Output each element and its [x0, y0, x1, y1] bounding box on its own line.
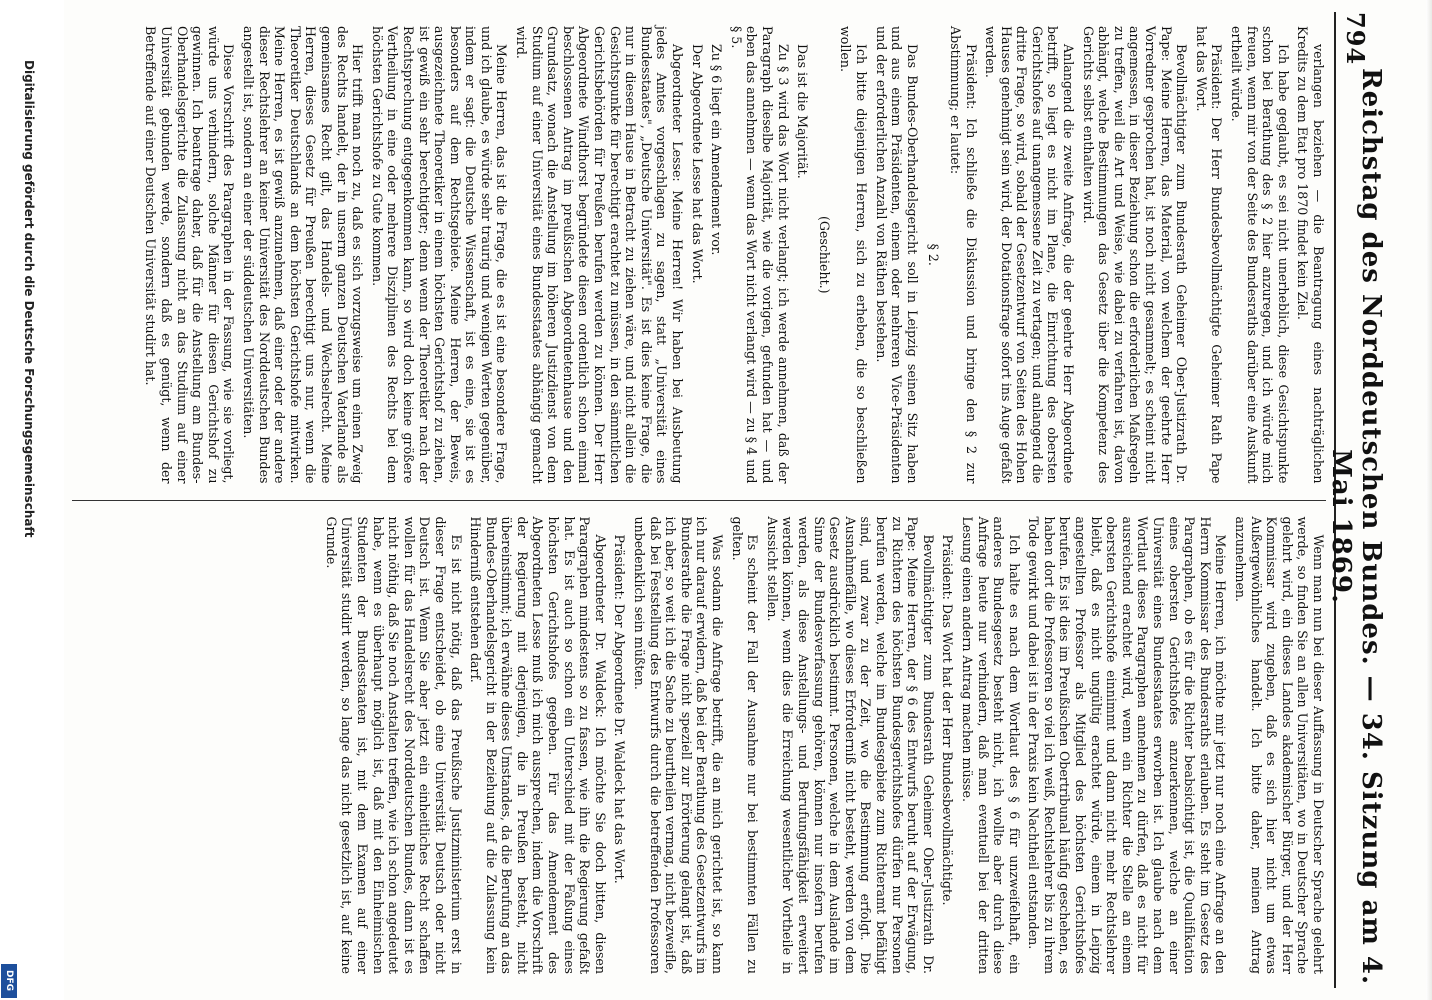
- paragraph: Präsident: Ich schließe die Diskussion und bringe den § 2 zur Abstimmung; er lautet:: [947, 26, 979, 484]
- page-header: [1326, 12, 1386, 988]
- funding-credit: Digitalisierung gefördert durch die Deutsche Forschungsgemeinschaft: [22, 60, 36, 538]
- paragraph: Meine Herren, ich möchte mir jetzt nur noch eine Anfrage an den Herrn Kommissar des Bundesraths erlauben. Es steht im Gesetz des Paragraphen, ob es für die Richter beabsichtigt ist, die Qualifikation eines obersten Gerichtshofes anzuerkennen, welche an einer Universität eines Bundesstaates erworben ist. Ich glaube nach dem Wortlaut dieses Paragraphen annehmen zu dürfen, daß es nicht für ausreichend erachtet wird, wenn ein Richter die Stelle an einem obersten Gerichtshofe einnimmt und dann nicht mehr Rechtslehrer bleibt, daß es nicht ungültig erachtet würde, einem in Leipzig angestellten Professor als Mitglied des höchsten Gerichtshofes berufen. Es ist dies im Preußischen Obertribunal häufig geschehen, es haben dort die Professoren so viel ich weiß, Rechtslehrer bis zu ihrem Tode gewirkt und dabei ist in der Praxis kein Nachtheil entstanden.: [1026, 516, 1229, 974]
- paragraph: Präsident: Das Wort hat der Herr Bundesbevollmächtigte.: [940, 534, 956, 906]
- right-column: [72, 503, 1326, 989]
- paragraph: Was sodann die Anfrage betrifft, die an mich gerichtet ist, so kann ich nur darauf erwidern, daß bei der Berathung des Gesetzentwurfs im Bundesrathe die Frage nicht speziell zur Erörterung gelangt ist, daß ich aber, so weit ich die Sache zu beurtheilen vermag, nicht bezweifle, daß bei Feststellung des Entwurfs durch die betreffenden Professoren unbedenklich sein müßten.: [632, 516, 726, 974]
- scan-margin: [0, 0, 64, 1000]
- paragraph: Wenn man nun bei dieser Auffassung in Deutscher Sprache gelehrt werde, so finden Sie an allen Universitäten, wo in Deutscher Sprache gelehrt wird, ein dieses Landes akademischer Bürger, und der Herr Kommissar wird zugeben, daß es sich hier nicht um etwas Außergewöhnliches handelt. Ich bitte daher, meinen Antrag anzunehmen.: [1233, 516, 1326, 974]
- paragraph: Das Bundes-Oberhandelsgericht soll in Leipzig seinen Sitz haben und aus einem Präsidenten, einem oder mehreren Vice-Präsidenten und der erforderlichen Anzahl von Räthen bestehen.: [873, 26, 920, 484]
- paragraph: Meine Herren, das ist die Frage, die es ist eine besondere Frage, und ich glaube, es würde sehr traurig und wenigen Werten gegenüber, indem er sagt: die Deutsche Wissenschaft, ist es eine, sie ist es besonders auf dem Rechtsgebiete. Meine Herren, der Beweis, ausgezeichnete Theoretiker in einem höchsten Gerichtshof zu ziehen, ist gewiß ein sehr berechtigter; denn wenn der Theoretiker nach der Rechtsprechung entgegenkommen kann, so wird doch keine größere Vertheilung in eine oder mehrere Disziplinen des Rechts bei dem höchsten Gerichtshofe zu Gute kommen.: [369, 26, 510, 484]
- paragraph: Präsident: Der Abgeordnete Dr. Waldeck hat das Wort.: [612, 534, 628, 884]
- rotated-page-content: [64, 0, 1384, 1000]
- paragraph: Präsident: Der Herr Bundesbevollmächtigte Geheimer Rath Pape hat das Wort.: [1193, 26, 1225, 484]
- paragraph: Der Abgeordnete Lesse hat das Wort.: [689, 44, 705, 284]
- paragraph: Hier trifft man noch zu, daß es sich vorzugsweise um einen Zweig des Rechts handelt, der in unserm ganzen Deutschen Vaterlande als gemeinsames Recht gilt, das Handels- und Wechselrecht. Meine Herren, dieses Gesetz für Preußen berechtigt uns nur, wenn die Theoretiker Deutschlands an dem höchsten Gerichtshofe mitwirken. Meine Herren, es ist gewiß anzunehmen, daß einer oder der andere dieser Rechtslehrer an keiner Universität des Norddeutschen Bundes angestellt ist, sondern an einer der süddeutschen Universitäten.: [241, 26, 366, 484]
- paragraph: Abgeordneter Dr. Waldeck: Ich möchte Sie doch bitten, diesen Paragraphen mindestens so zu fassen, wie ihn die Regierung gefaßt hat. Es ist auch so schon ein Unterschied mit der Faßung eines höchsten Gerichtshofes gegeben. Für das Amendement des Abgeordneten Lesse muß ich mich aussprechen, indem die Vorschrift der Regierung mit derjenigen, die in Preußen besteht, nicht übereinstimmt; ich erwähne dieses Umstandes, da die Berufung an das Bundes-Oberhandelsgericht in der Beziehung auf die Zulassung kein Hinderniß entstehen darf.: [468, 516, 608, 974]
- paragraph: Diese Vorschrift des Paragraphen in der Fassung, wie sie vorliegt, würde uns verhindern, solche Männer für diesen Gerichtshof zu gewinnen. Ich beantrage daher, daß für die Anstellung am Bundes-Oberhandelsgerichte die Zulassung nicht an das Studium auf einer Universität gebunden werde, sondern daß es genügt, wenn der Betreffende auf einer Deutschen Universität studirt hat.: [143, 26, 237, 484]
- paragraph: verlangen beziehen — die Beantragung eines nachträglichen Kredits zu dem Etat pro 1870 findet kein Ziel.: [1295, 26, 1326, 484]
- paragraph: Es scheint der Fall der Ausnahme nur bei bestimmten Fällen zu gelten.: [729, 516, 761, 974]
- paragraph: Bevollmächtigter zum Bundesrath Geheimer Ober-Justizrath Dr. Pape: Meine Herren, das Material, von welchem der geehrte Herr Vorredner gesprochen hat, ist noch nicht gesammelt; es scheint nicht angemessen, in dieser Beziehung schon die erforderlichen Maßregeln zu treffen, weil die Art und Weise, wie dabei zu verfahren ist, davon abhängt, welche Bestimmungen das Gesetz über die Kompetenz des Gerichts selbst enthalten wird.: [1080, 26, 1190, 484]
- paragraph: Zu § 6 liegt ein Amendement vor.: [709, 44, 725, 256]
- column-divider: [72, 500, 1326, 501]
- paragraph: Ich bitte diejenigen Herren, sich zu erheben, die so beschließen wollen.: [838, 26, 869, 484]
- paragraph: (Geschieht.): [816, 215, 832, 294]
- paragraph: Zu § 3 wird das Wort nicht verlangt; ich werde annehmen, daß der Paragraph dieselbe Majorität, wie die vorigen, gefunden hat — und eben das annehmen — wenn das Wort nicht verlangt wird — zu § 4 und § 5.: [728, 26, 791, 484]
- text-columns: [72, 12, 1326, 988]
- left-column: [72, 12, 1326, 498]
- paragraph: Ich halte es nach dem Wortlaut des § 6 für unzweifelhaft, ein anderes Bundesgesetz besteht nicht, ich wollte aber durch diese Anfrage heute nur verhindern, daß man eventuell bei der dritten Lesung einen andern Antrag machen müsse.: [959, 516, 1022, 974]
- paragraph: Anlangend die zweite Anfrage, die der geehrte Herr Abgeordnete betrifft, so liegt es nicht im Plane, die Einrichtung des obersten Gerichtshofes auf unangemessene Zeit zu vertagen; und anlangend die dritte Frage, so wird, sobald der Gesetzentwurf von Seiten des Hohen Hauses genehmigt sein wird, der Dotationsfrage sofort ins Auge gefaßt werden.: [983, 26, 1077, 484]
- dfg-logo: DFG: [1, 964, 17, 998]
- page-title: Reichstag des Norddeutschen Bundes. — 34. Sitzung am 4. Mai 1869.: [1326, 68, 1386, 986]
- scan-edge: [1426, 0, 1432, 1000]
- paragraph: Ich habe geglaubt, es sei nicht unerheblich, diese Gesichtspunkte schon bei Berathung des § 2 hier anzuregen, und ich würde mich freuen, wenn mir von der Seite des Bundesraths darüber eine Auskunft ertheilt würde.: [1229, 26, 1291, 484]
- paragraph: § 2.: [926, 243, 942, 266]
- paragraph: Es ist nicht nötig, daß das Preußische Justizministerium erst in dieser Frage entscheidet, ob eine Universität Deutsch oder nicht Deutsch ist. Wenn Sie aber jetzt ein einheitliches Recht schaffen wollen für das Handelsrecht des Norddeutschen Bundes, dann ist es nicht nöthig, daß Sie noch Anstalten treffen, wie ich schon angedeutet habe, wenn es überhaupt möglich ist, daß mit den Einheimischen Studenten der Bundesstaaten ist, mit dem Examen auf einer Universität studirt werden, so lange das nicht gesetzlich ist, auf keine Grunde.: [323, 516, 464, 974]
- paragraph: Das ist die Majorität.: [795, 44, 811, 179]
- paragraph: Bevollmächtigter zum Bundesrath Geheimer Ober-Justizrath Dr. Pape: Meine Herren, der § 6 des Entwurfs beruht auf der Erwägung, zu Richtern des höchsten Bundesgerichtshofes dürfen nur Personen berufen werden, welche im Bundesgebiete zum Richteramt befähigt sind, und zwar zu der Zeit, wo die Bestimmung erfolgt. Die Ausnahmefälle, wo dieses Erforderniß nicht besteht, werden von dem Gesetz ausdrücklich bestimmt. Personen, welche in dem Auslande im Sinne der Bundesverfassung gehören, können nur insofern berufen werden, als diese Anstellungs- und Berufungsfähigkeit erweitert werden können, wenn dies die Erreichung wesentlicher Vortheile in Aussicht stellen.: [764, 516, 936, 974]
- paragraph: Abgeordneter Lesse: Meine Herren! Wir haben bei Ausbeutung jedes Amtes vorgeschlagen zu sagen, statt „Universität eines Bundesstaates", „Deutsche Universität". Es ist dies keine Frage, die nur in diesem Hause in Betracht zu ziehen wäre, und nicht allein die Gesichtspunkte für berechtigt erachtet zu müssen, in den sämmtlichen Gerichtsbehörden für Preußen berufen werden zu können. Der Herr Abgeordnete Windthorst begründete diesen ordentlich schon einmal beschlossenen Antrag im preußischen Abgeordnetenhause und den Grundsatz, wonach die Anstellung im höheren Justizdienst von dem Studium auf einer Universität eines Bundesstaates abhängig gemacht wird.: [514, 26, 686, 484]
- page-number: 794: [1341, 12, 1371, 66]
